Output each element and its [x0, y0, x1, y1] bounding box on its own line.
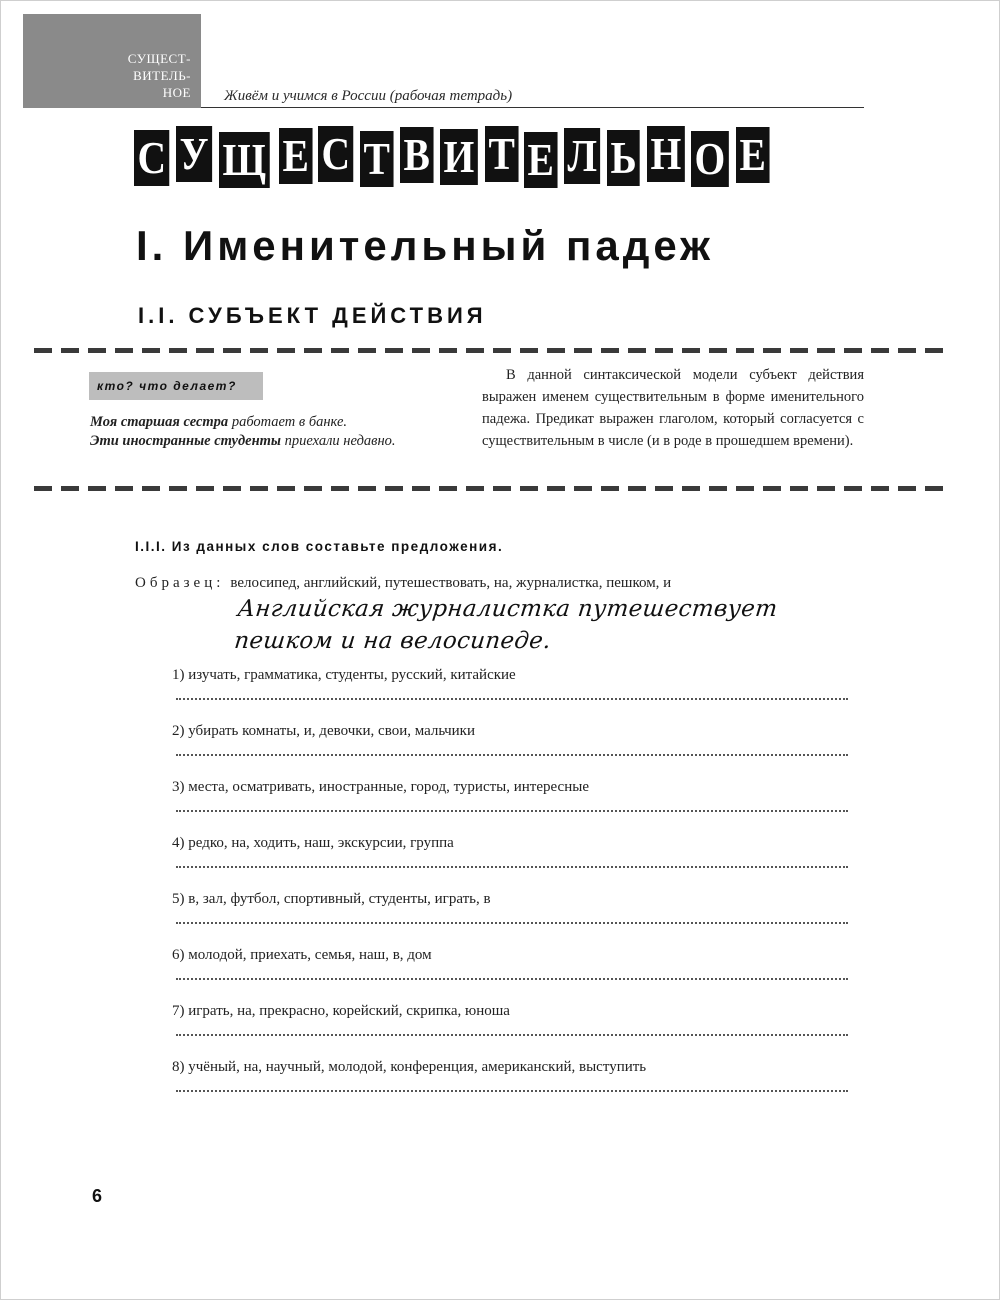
sample-words: велосипед, английский, путешествовать, на, журналистка, пешком, и: [230, 575, 672, 591]
heading-subject: I.I. СУБЪЕКТ ДЕЙСТВИЯ: [138, 303, 487, 328]
exercise-item: 8) учёный, на, научный, молодой, конференция, американский, выступить: [172, 1056, 848, 1112]
title-letter: Т: [485, 126, 518, 182]
title-letter: В: [400, 127, 433, 183]
exercise-item: 5) в, зал, футбол, спортивный, студенты, играть, в: [172, 888, 848, 944]
question-label: кто? что делает?: [89, 372, 263, 400]
chapter-title: [134, 126, 776, 192]
title-letter: Е: [524, 132, 557, 188]
title-letter: Ь: [607, 130, 640, 186]
answer-line[interactable]: [176, 754, 848, 756]
answer-line[interactable]: [176, 1034, 848, 1036]
exercise-item: 4) редко, на, ходить, наш, экскурсии, группа: [172, 832, 848, 888]
sample-answer: Английская журналистка путешествует пешком и на велосипеде.: [232, 596, 779, 654]
title-letter: Л: [564, 128, 600, 184]
exercise-item: 2) убирать комнаты, и, девочки, свои, мальчики: [172, 720, 848, 776]
title-letter: Е: [279, 128, 312, 184]
section-tab: [23, 14, 201, 108]
sample-label: Образец:: [135, 575, 225, 591]
section-tab-line: НОЕ: [162, 85, 191, 100]
answer-line[interactable]: [176, 922, 848, 924]
example-sentence: Моя старшая сестра работает в банке.: [90, 414, 348, 430]
exercise-item: 6) молодой, приехать, семья, наш, в, дом: [172, 944, 848, 1000]
dashed-divider-top: [34, 348, 946, 353]
title-letter: Щ: [219, 132, 269, 188]
answer-line[interactable]: [176, 978, 848, 980]
answer-line[interactable]: [176, 866, 848, 868]
answer-line[interactable]: [176, 698, 848, 700]
page-number: 6: [92, 1186, 103, 1206]
exercise-item: 1) изучать, грамматика, студенты, русский, китайские: [172, 664, 848, 720]
title-letter: Т: [360, 131, 393, 187]
sample-line: [135, 575, 671, 592]
title-letter: Е: [736, 127, 769, 183]
dashed-divider-bottom: [34, 486, 946, 491]
header-rule: [201, 107, 864, 108]
exercise-items: [172, 664, 848, 1112]
example-sentence: Эти иностранные студенты приехали недавно.: [90, 433, 396, 449]
exercise-item: 3) места, осматривать, иностранные, город, туристы, интересные: [172, 776, 848, 832]
title-letter: У: [176, 126, 212, 182]
title-letter: И: [440, 129, 478, 185]
running-head: Живём и учимся в России (рабочая тетрадь): [224, 88, 513, 104]
title-letter: Н: [647, 126, 685, 182]
answer-line[interactable]: [176, 810, 848, 812]
title-letter: С: [134, 130, 169, 186]
example-sentences: [90, 413, 420, 451]
title-letter: О: [691, 131, 729, 187]
heading-case: I. Именительный падеж: [136, 222, 714, 269]
answer-line[interactable]: [176, 1090, 848, 1092]
section-tab-line: ВИТЕЛЬ-: [133, 68, 191, 83]
exercise-item: 7) играть, на, прекрасно, корейский, скрипка, юноша: [172, 1000, 848, 1056]
explanation-text: В данной синтаксической модели субъект действия выражен именем существительным в форме именительного падежа. Предикат выражен глаголом, который согласуется с существительным в числе (и в роде в прошедшем времени).: [482, 367, 864, 449]
section-tab-line: СУЩЕСТ-: [127, 51, 191, 66]
exercise-title: I.I.I. Из данных слов составьте предложения.: [135, 539, 504, 554]
title-letter: С: [318, 126, 353, 182]
